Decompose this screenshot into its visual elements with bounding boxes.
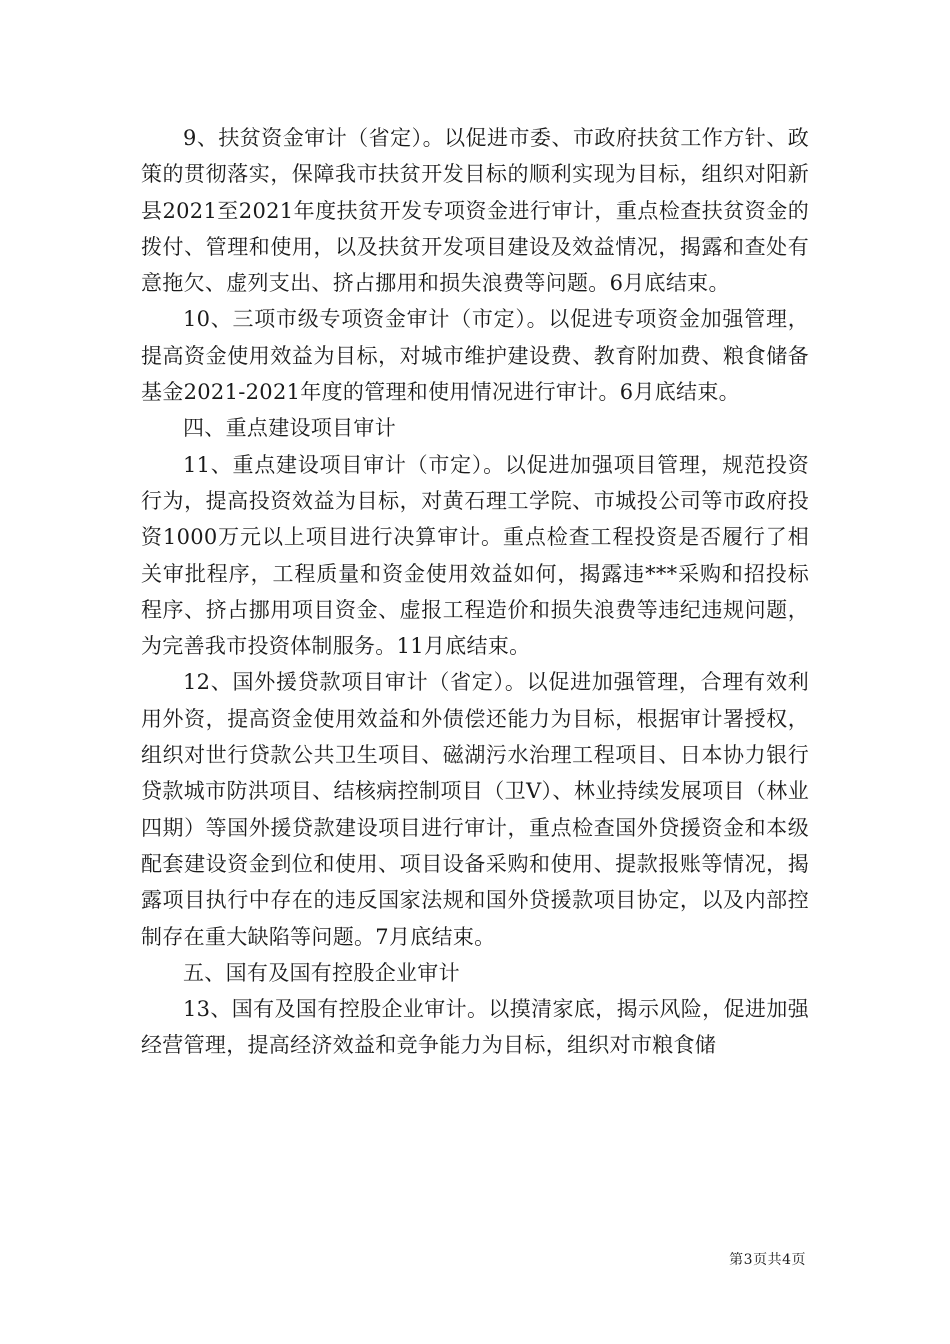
paragraph-item-12: 12、国外援贷款项目审计（省定）。以促进加强管理，合理有效利用外资，提高资金使用效益和外债偿还能力为目标，根据审计署授权，组织对世行贷款公共卫生项目、磁湖污水治理工程项目、日本协力银行贷款城市防洪项目、结核病控制项目（卫Ⅴ）、林业持续发展项目（林业四期）等国外援贷款建设项目进行审计，重点检查国外贷援资金和本级配套建设资金到位和使用、项目设备采购和使用、提款报账等情况，揭露项目执行中存在的违反国家法规和国外贷援款项目协定，以及内部控制存在重大缺陷等问题。7月底结束。 <box>141 670 809 949</box>
section-heading-5: 五、国有及国有控股企业审计 <box>183 960 460 985</box>
paragraph-item-10: 10、三项市级专项资金审计（市定）。以促进专项资金加强管理，提高资金使用效益为目标，对城市维护建设费、教育附加费、粮食储备基金2021-2021年度的管理和使用情况进行审计。6月底结束。 <box>141 307 809 405</box>
paragraph-item-9: 9、扶贫资金审计（省定）。以促进市委、市政府扶贫工作方针、政策的贯彻落实，保障我市扶贫开发目标的顺利实现为目标，组织对阳新县2021至2021年度扶贫开发专项资金进行审计，重点检查扶贫资金的拨付、管理和使用，以及扶贫开发项目建设及效益情况，揭露和查处有意拖欠、虚列支出、挤占挪用和损失浪费等问题。6月底结束。 <box>141 126 809 296</box>
paragraph-item-13: 13、国有及国有控股企业审计。以摸清家底，揭示风险，促进加强经营管理，提高经济效益和竞争能力为目标，组织对市粮食储 <box>141 997 809 1058</box>
page-number-footer: 第3页共4页 <box>729 1252 806 1268</box>
paragraph-item-11: 11、重点建设项目审计（市定）。以促进加强项目管理，规范投资行为，提高投资效益为目标，对黄石理工学院、市城投公司等市政府投资1000万元以上项目进行决算审计。重点检查工程投资是否履行了相关审批程序，工程质量和资金使用效益如何，揭露违***采购和招投标程序、挤占挪用项目资金、虚报工程造价和损失浪费等违纪违规问题，为完善我市投资体制服务。11月底结束。 <box>141 452 809 659</box>
document-body <box>141 120 809 1064</box>
section-heading-4: 四、重点建设项目审计 <box>183 416 396 441</box>
